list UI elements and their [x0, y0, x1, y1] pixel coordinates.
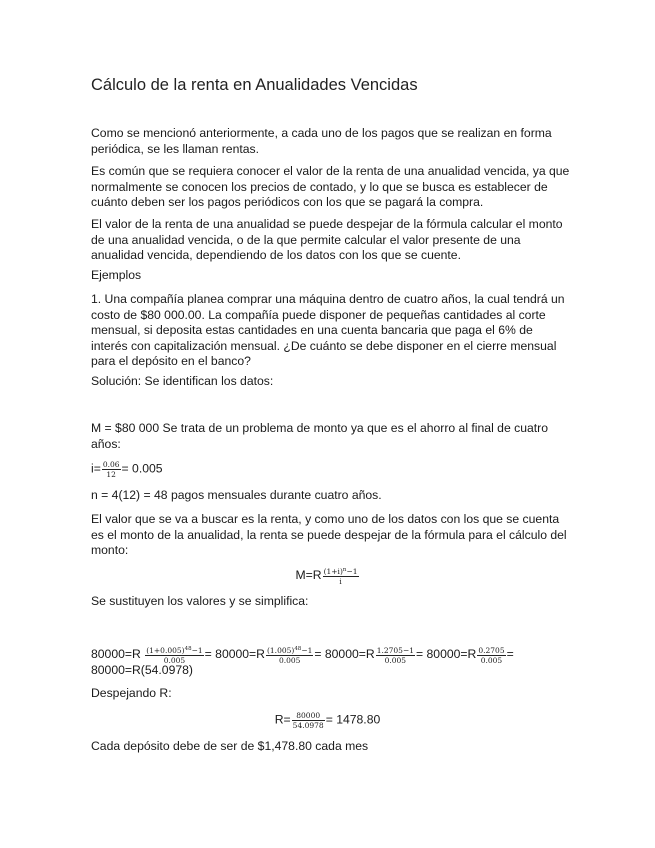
subst-fraction-3: [376, 646, 415, 665]
r-equation: [0, 711, 655, 730]
formula-m-exp: n: [342, 567, 347, 573]
subst-f4-num: 0.2705: [478, 645, 505, 655]
r-numerator: 80000: [292, 711, 325, 721]
i-numerator: 0.06: [102, 460, 120, 469]
paragraph-ejemplo-1: 1. Una compañía planea comprar una máquina dentro de cuatro años, la cual tendrá un costo de $80 000.00. La compañía puede disponer de pequeñas cantidades al corte mensual, si deposita estas cantidades en una cuenta bancaria que paga el 6% de interés con capitalización mensual. ¿De cuánto se debe disponer en el cierre mensual para el depósito en el banco?: [91, 292, 565, 368]
substitution-line-1: [91, 645, 514, 665]
subst-t2: = 80000=R: [204, 647, 265, 662]
subst-t1: 80000=R: [91, 647, 145, 662]
subst-t3: = 80000=R: [314, 647, 375, 662]
subst-fraction-2: [266, 645, 313, 665]
subst-f1-den: 0.005: [163, 656, 186, 665]
subst-f3-den: 0.005: [384, 655, 407, 665]
i-denominator: 12: [106, 470, 116, 479]
subst-fraction-4: [477, 646, 505, 665]
paragraph-valor-renta: El valor de la renta de una anualidad se puede despejar de la fórmula calcular el monto de una anualidad vencida, o de la que permite calcular el valor presente de una anualidad vencida, dependiendo de los datos con los que se cuente.: [91, 217, 563, 262]
formula-m-tail: −1: [346, 567, 358, 576]
subst-t4: = 80000=R: [416, 647, 477, 662]
r-denominator: 54.0978: [292, 721, 324, 730]
conclusion-line: Cada depósito debe de ser de $1,478.80 cada mes: [91, 739, 369, 753]
subst-f2-base: (1.005): [266, 646, 295, 655]
subst-f1-base: (1+0.005): [146, 646, 185, 655]
page-title: Cálculo de la renta en Anualidades Vencidas: [91, 76, 418, 94]
formula-m-fraction: [323, 566, 359, 586]
despejando-line: Despejando R:: [91, 686, 172, 700]
r-eq-lhs: R=: [274, 712, 291, 727]
i-eq-rhs: = 0.005: [121, 461, 163, 476]
subst-f4-den: 0.005: [480, 655, 503, 665]
r-fraction: [292, 711, 325, 730]
sustituyen-line: Se sustituyen los valores y se simplifica:: [91, 594, 309, 608]
substitution-line-2: 80000=R(54.0978): [91, 663, 193, 677]
formula-m-lhs: M=R: [295, 568, 322, 583]
subst-fraction-1: [145, 645, 203, 665]
ejemplos-heading: Ejemplos: [91, 268, 142, 282]
formula-m-den: i: [339, 577, 342, 586]
subst-f2-den: 0.005: [278, 656, 301, 665]
i-fraction: [102, 460, 121, 479]
paragraph-rentas: Como se mencionó anteriormente, a cada uno de los pagos que se realizan en forma periódica, se les llaman rentas.: [91, 126, 552, 156]
formula-m-base: (1+i): [323, 567, 343, 576]
paragraph-formula-intro: El valor que se va a buscar es la renta, y como uno de los datos con los que se cuenta es el monto de la anualidad, la renta se puede despejar de la fórmula para el cálculo del monto:: [91, 512, 567, 557]
subst-f1-exp: 48: [184, 646, 192, 652]
subst-f2-exp: 48: [294, 646, 302, 652]
paragraph-monto: M = $80 000 Se trata de un problema de monto ya que es el ahorro al final de cuatro años:: [91, 421, 548, 451]
i-eq-lhs: i=: [91, 461, 101, 476]
formula-monto: [0, 566, 655, 586]
r-eq-rhs: = 1478.80: [325, 712, 381, 727]
subst-f1-tail: −1: [191, 646, 203, 655]
subst-f3-num: 1.2705−1: [376, 645, 415, 655]
paragraph-renta-comun: Es común que se requiera conocer el valor de la renta de una anualidad vencida, ya que normalmente se conocen los precios de contado, y lo que se busca es establecer de cuánto deben ser los pagos periódicos con los que se pagará la compra.: [91, 164, 570, 209]
solucion-line: Solución: Se identifican los datos:: [91, 374, 274, 388]
i-equation: [91, 460, 163, 479]
subst-t5: =: [506, 647, 514, 662]
subst-f2-tail: −1: [301, 646, 313, 655]
n-line: n = 4(12) = 48 pagos mensuales durante cuatro años.: [91, 488, 382, 502]
